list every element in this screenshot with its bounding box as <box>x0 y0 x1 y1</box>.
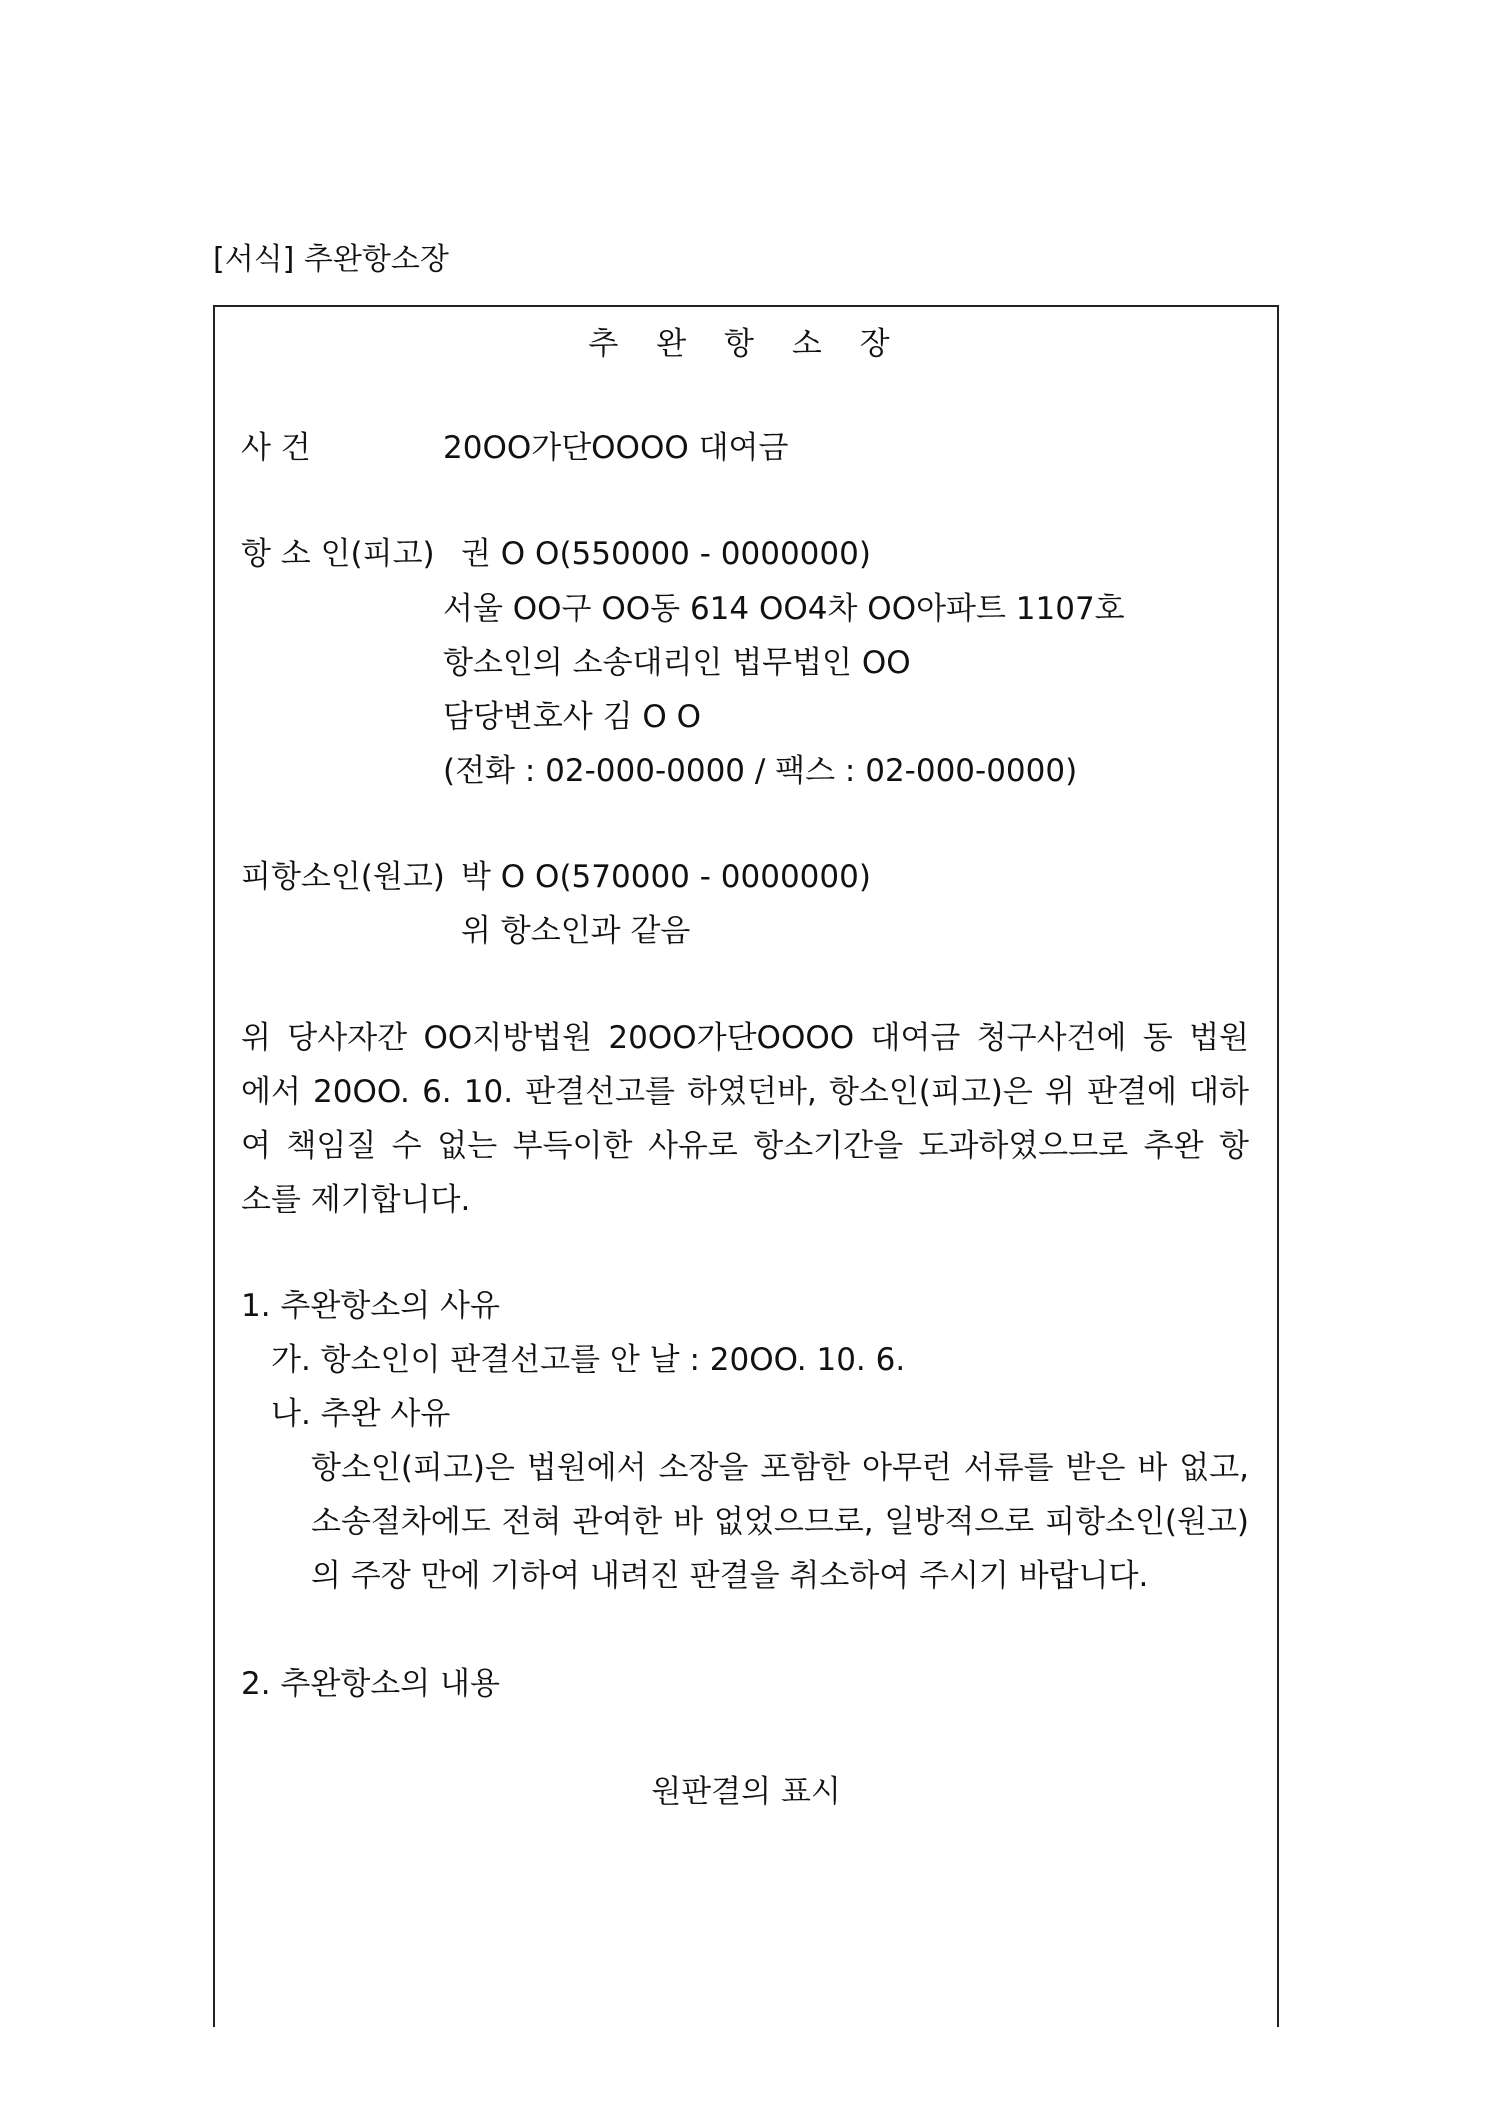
case-label: 사 건 <box>241 430 311 466</box>
intro-line: 소를 제기합니다. <box>241 1182 471 1218</box>
appellee-address: 위 항소인과 같음 <box>461 913 691 949</box>
appellee-label: 피항소인(원고) <box>241 859 445 895</box>
intro-line: 에서 20OO. 6. 10. 판결선고를 하였던바, 항소인(피고)은 위 판결에 대하 <box>241 1074 1249 1110</box>
case-value: 20OO가단OOOO 대여금 <box>443 430 789 466</box>
reason-line: 소송절차에도 전혀 관여한 바 없었으므로, 일방적으로 피항소인(원고) <box>311 1504 1249 1540</box>
section1-heading: 1. 추완항소의 사유 <box>241 1288 500 1324</box>
reason-line: 항소인(피고)은 법원에서 소장을 포함한 아무런 서류를 받은 바 없고, <box>311 1450 1249 1486</box>
section2-heading: 2. 추완항소의 내용 <box>241 1666 500 1702</box>
appellant-lawyer: 담당변호사 김 O O <box>443 699 702 735</box>
appellant-name-id: 권 O O(550000 - 0000000) <box>461 536 871 572</box>
appellant-attorney: 항소인의 소송대리인 법무법인 OO <box>443 645 911 681</box>
section2-subheading: 원판결의 표시 <box>651 1774 841 1810</box>
document-title: 추 완 항 소 장 <box>588 326 904 362</box>
appellant-contact: (전화 : 02-000-0000 / 팩스 : 02-000-0000) <box>443 753 1078 789</box>
appellant-label: 항 소 인(피고) <box>241 536 435 572</box>
appellant-address: 서울 OO구 OO동 614 OO4차 OO아파트 1107호 <box>443 591 1125 627</box>
intro-line: 위 당사자간 OO지방법원 20OO가단OOOO 대여금 청구사건에 동 법원 <box>241 1020 1249 1056</box>
form-label: [서식] 추완항소장 <box>213 242 449 277</box>
document-box <box>213 305 1279 2027</box>
reason-line: 의 주장 만에 기하여 내려진 판결을 취소하여 주시기 바랍니다. <box>311 1558 1149 1594</box>
appellee-name-id: 박 O O(570000 - 0000000) <box>461 859 871 895</box>
section1-item-b: 나. 추완 사유 <box>271 1396 451 1432</box>
intro-line: 여 책임질 수 없는 부득이한 사유로 항소기간을 도과하였으므로 추완 항 <box>241 1128 1249 1164</box>
section1-item-a: 가. 항소인이 판결선고를 안 날 : 20OO. 10. 6. <box>271 1342 906 1378</box>
